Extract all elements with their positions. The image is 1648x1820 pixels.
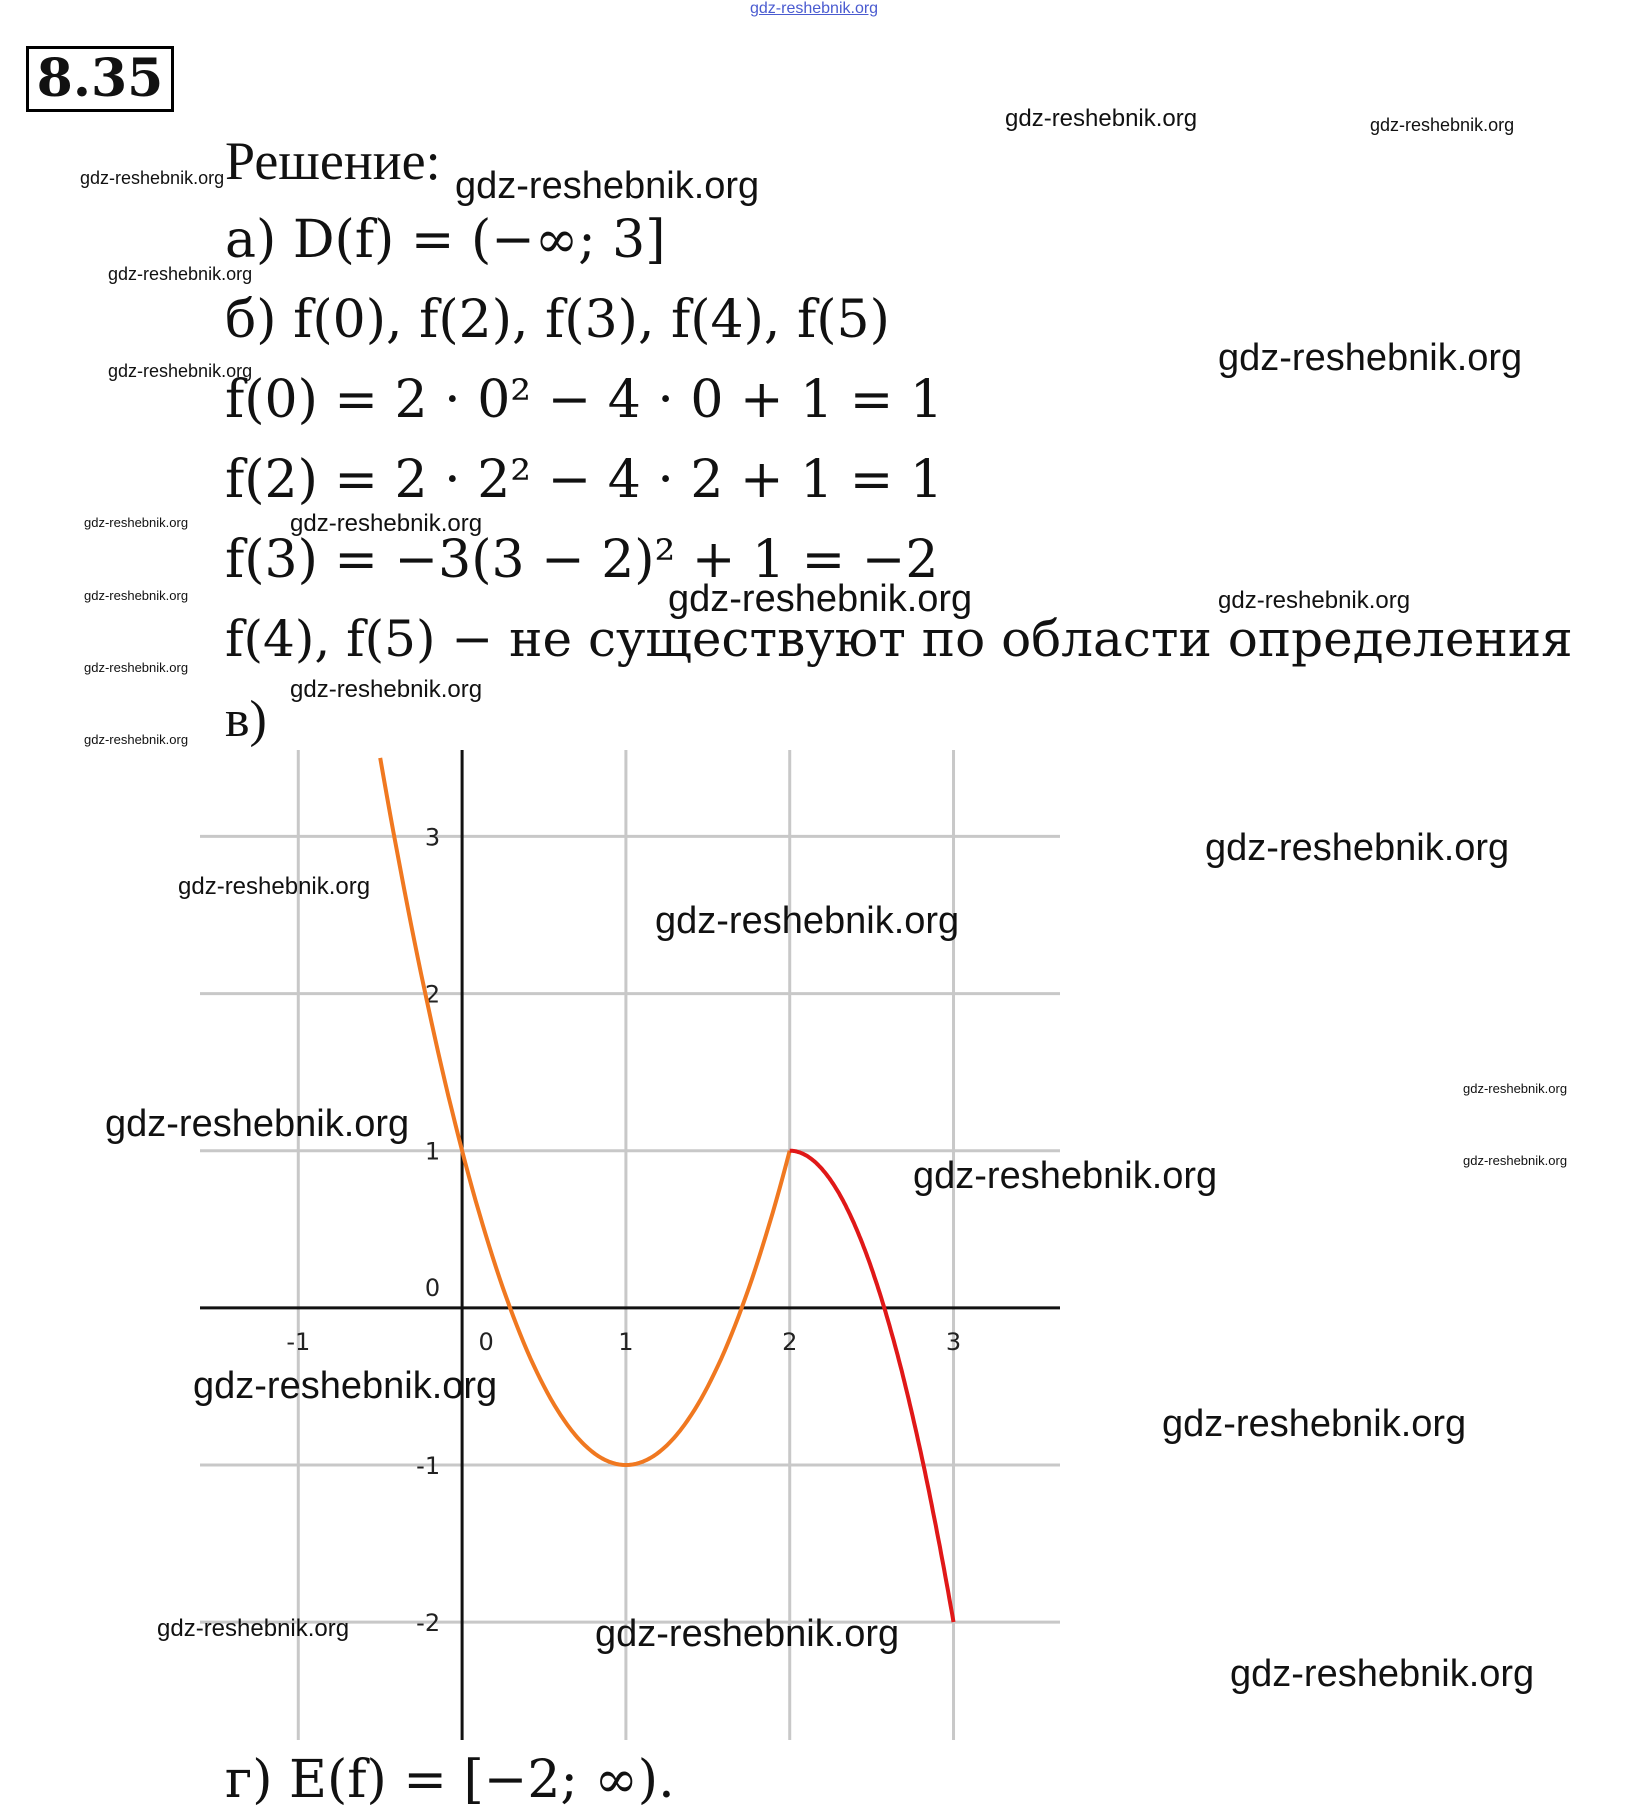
solution-heading: Решение: — [225, 131, 441, 191]
watermark-11: gdz-reshebnik.org — [668, 578, 973, 620]
watermark-15: gdz-reshebnik.org — [84, 732, 189, 747]
watermark-22: gdz-reshebnik.org — [913, 1155, 1218, 1197]
x-tick-label: 3 — [945, 1327, 962, 1356]
watermark-21: gdz-reshebnik.org — [1463, 1153, 1568, 1168]
x-tick-label: 2 — [782, 1327, 798, 1356]
watermark-17: gdz-reshebnik.org — [178, 873, 371, 900]
watermark-10: gdz-reshebnik.org — [84, 588, 189, 603]
watermark-top[interactable]: gdz-reshebnik.org — [750, 0, 879, 17]
x-tick-label: 1 — [618, 1327, 634, 1356]
watermark-8: gdz-reshebnik.org — [84, 515, 189, 530]
watermark-20: gdz-reshebnik.org — [105, 1103, 410, 1145]
watermark-9: gdz-reshebnik.org — [290, 510, 483, 537]
y-tick-label: 1 — [424, 1137, 441, 1166]
y-tick-label: -1 — [416, 1452, 441, 1480]
watermark-27: gdz-reshebnik.org — [1230, 1653, 1535, 1695]
watermark-19: gdz-reshebnik.org — [1463, 1081, 1568, 1096]
f4-f5-line: f(4), f(5) − не существуют по области определения — [225, 610, 1573, 668]
part-g-line: г) E(f) = [−2; ∞). — [225, 1750, 675, 1810]
y-tick-label: 2 — [424, 980, 441, 1009]
part-v-label: в) — [225, 691, 267, 748]
f2-line: f(2) = 2 · 2² − 4 · 2 + 1 = 1 — [225, 450, 943, 510]
watermark-26: gdz-reshebnik.org — [595, 1613, 900, 1655]
x-tick-label: -1 — [286, 1327, 311, 1356]
watermark-16: gdz-reshebnik.org — [1205, 827, 1510, 869]
watermark-13: gdz-reshebnik.org — [84, 660, 189, 675]
watermark-2: gdz-reshebnik.org — [1370, 115, 1515, 135]
y-tick-label: 0 — [424, 1273, 441, 1302]
watermark-7: gdz-reshebnik.org — [108, 361, 253, 381]
watermark-14: gdz-reshebnik.org — [290, 676, 483, 703]
watermark-4: gdz-reshebnik.org — [455, 165, 760, 207]
watermark-3: gdz-reshebnik.org — [80, 168, 225, 188]
y-tick-label: -2 — [416, 1609, 441, 1638]
watermark-1: gdz-reshebnik.org — [1005, 105, 1198, 132]
watermark-25: gdz-reshebnik.org — [157, 1615, 350, 1642]
watermark-23: gdz-reshebnik.org — [193, 1365, 498, 1407]
function-curve-2 — [790, 1151, 954, 1622]
watermark-24: gdz-reshebnik.org — [1162, 1403, 1467, 1445]
x-tick-label: 0 — [478, 1327, 494, 1356]
f0-line: f(0) = 2 · 0² − 4 · 0 + 1 = 1 — [225, 370, 943, 430]
watermark-12: gdz-reshebnik.org — [1218, 587, 1411, 614]
f3-line: f(3) = −3(3 − 2)² + 1 = −2 — [225, 530, 939, 590]
y-tick-label: 3 — [424, 823, 441, 852]
part-b-line: б) f(0), f(2), f(3), f(4), f(5) — [225, 290, 890, 350]
watermark-5: gdz-reshebnik.org — [108, 264, 253, 284]
watermark-6: gdz-reshebnik.org — [1218, 337, 1523, 379]
function-curve-1 — [380, 758, 790, 1465]
watermark-18: gdz-reshebnik.org — [655, 900, 960, 942]
problem-number: 8.35 — [26, 46, 174, 112]
part-a-line: а) D(f) = (−∞; 3] — [225, 210, 666, 270]
